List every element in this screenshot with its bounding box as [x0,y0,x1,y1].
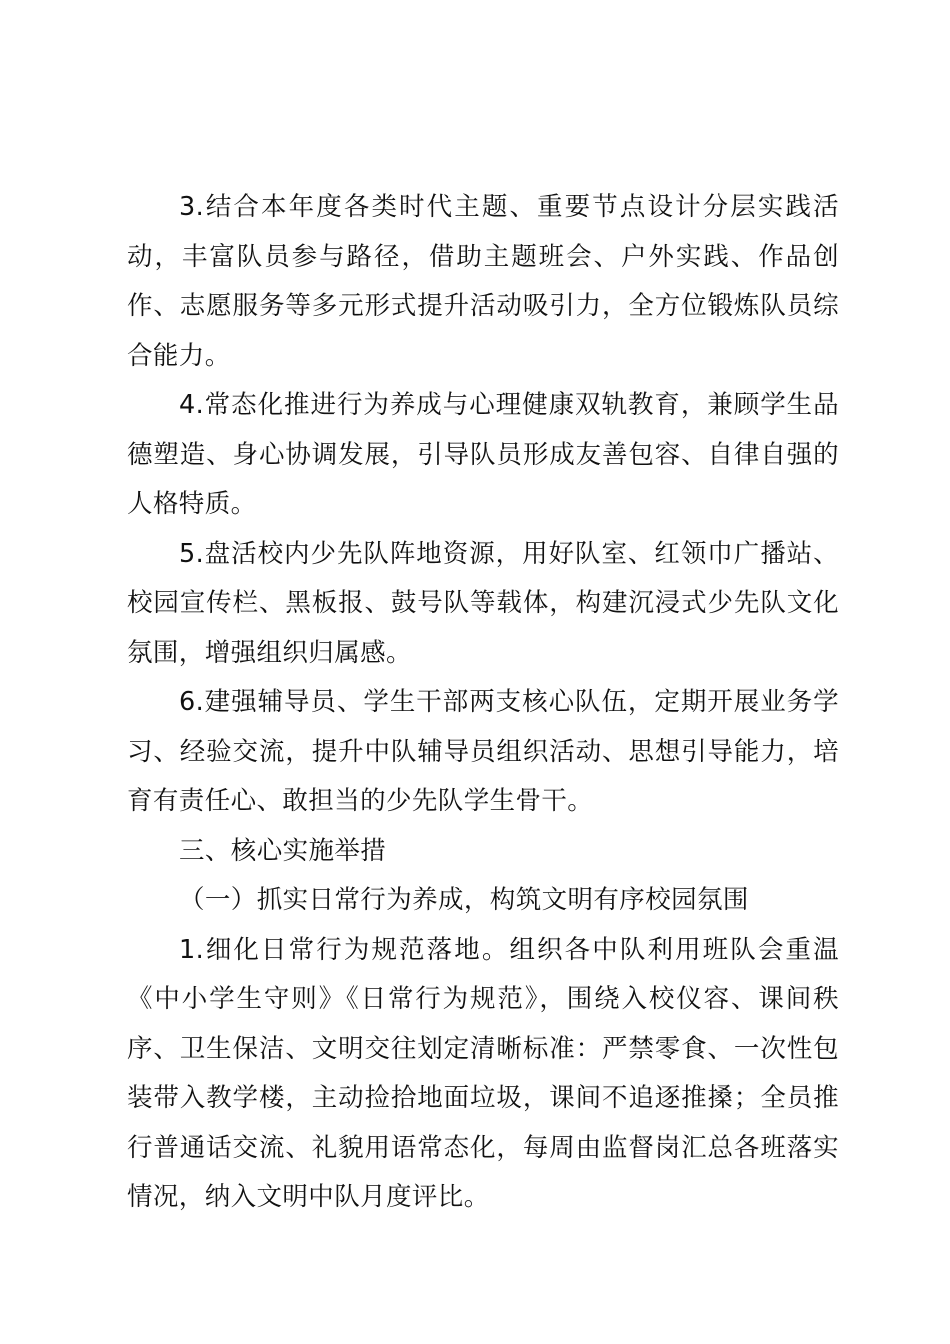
subsection-heading: （一）抓实日常行为养成，构筑文明有序校园氛围 [179,885,749,915]
section-heading: 三、核心实施举措 [179,835,387,866]
document-body [127,183,839,1223]
paragraph-measure-1: 1.细化日常行为规范落地。组织各中队利用班队会重温《中小学生守则》《日常行为规范》，围绕入校仪容、课间秩序、卫生保洁、文明交往划定清晰标准：严禁零食、一次性包装带入教学楼，主动捡拾地面垃圾，课间不追逐推搡；全员推行普通话交流、礼貌用语常态化，每周由监督岗汇总各班落实情况，纳入文明中队月度评比。 [127,934,839,1212]
paragraph-item-4: 4.常态化推进行为养成与心理健康双轨教育，兼顾学生品德塑造、身心协调发展，引导队员形成友善包容、自律自强的人格特质。 [127,390,839,519]
paragraph-item-5: 5.盘活校内少先队阵地资源，用好队室、红领巾广播站、校园宣传栏、黑板报、鼓号队等载体，构建沉浸式少先队文化氛围，增强组织归属感。 [127,538,839,668]
paragraph-item-6: 6.建强辅导员、学生干部两支核心队伍，定期开展业务学习、经验交流，提升中队辅导员组织活动、思想引导能力，培育有责任心、敢担当的少先队学生骨干。 [127,687,839,816]
paragraph-item-3: 3.结合本年度各类时代主题、重要节点设计分层实践活动，丰富队员参与路径，借助主题班会、户外实践、作品创作、志愿服务等多元形式提升活动吸引力，全方位锻炼队员综合能力。 [127,192,839,371]
